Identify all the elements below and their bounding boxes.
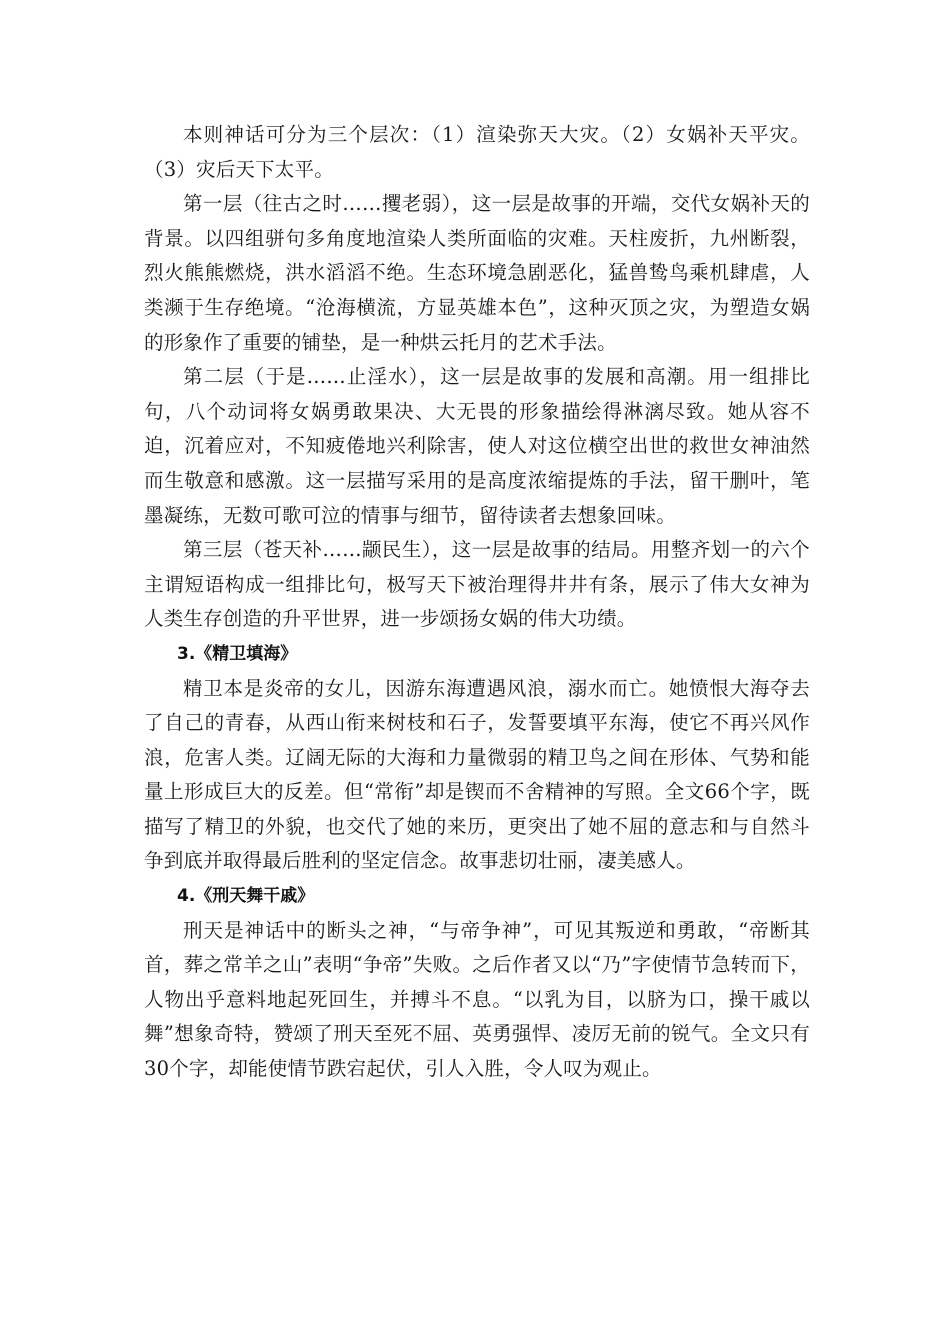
section-4-heading: 4.《刑天舞干戚》 [177, 886, 315, 907]
layer-two-paragraph: 第二层（于是……止淫水），这一层是故事的发展和高潮。用一组排比句，八个动词将女娲勇敢果决、大无畏的形象描绘得淋漓尽致。她从容不迫，沉着应对，不知疲倦地兴利除害，使人对这位横空出世的救世女神油然而生敬意和感激。这一层描写采用的是高度浓缩提炼的手法，留干删叶，笔墨凝练，无数可歌可泣的情事与细节，留待读者去想象回味。 [144, 365, 810, 527]
document-page [144, 118, 810, 1087]
section-4-paragraph: 刑天是神话中的断头之神，“与帝争神”，可见其叛逆和勇敢，“帝断其首，葬之常羊之山”表明“争帝”失败。之后作者又以“乃”字使情节急转而下，人物出乎意料地起死回生，并搏斗不息。“以乳为目，以脐为口，操干戚以舞”想象奇特，赞颂了刑天至死不屈、英勇强悍、凌厉无前的锐气。全文只有30个字，却能使情节跌宕起伏，引人入胜，令人叹为观止。 [144, 918, 810, 1081]
intro-paragraph: 本则神话可分为三个层次：（1）渲染弥天大灾。（2）女娲补天平灾。（3）灾后天下太平。 [144, 123, 810, 181]
section-3-heading: 3.《精卫填海》 [177, 643, 298, 664]
layer-three-paragraph: 第三层（苍天补……颛民生），这一层是故事的结局。用整齐划一的六个主谓短语构成一组排比句，极写天下被治理得井井有条，展示了伟大女神为人类生存创造的升平世界，进一步颂扬女娲的伟大功绩。 [144, 538, 810, 631]
layer-one-paragraph: 第一层（往古之时……攫老弱），这一层是故事的开端，交代女娲补天的背景。以四组骈句多角度地渲染人类所面临的灾难。天柱废折，九州断裂，烈火熊熊燃烧，洪水滔滔不绝。生态环境急剧恶化，猛兽鸷鸟乘机肆虐，人类濒于生存绝境。“沧海横流，方显英雄本色”，这种灭顶之灾，为塑造女娲的形象作了重要的铺垫，是一种烘云托月的艺术手法。 [144, 192, 810, 354]
section-3-paragraph: 精卫本是炎帝的女儿，因游东海遭遇风浪，溺水而亡。她愤恨大海夺去了自己的青春，从西山衔来树枝和石子，发誓要填平东海，使它不再兴风作浪，危害人类。辽阔无际的大海和力量微弱的精卫鸟之间在形体、气势和能量上形成巨大的反差。但“常衔”却是锲而不舍精神的写照。全文66个字，既描写了精卫的外貌，也交代了她的来历，更突出了她不屈的意志和与自然斗争到底并取得最后胜利的坚定信念。故事悲切壮丽，凄美感人。 [144, 676, 810, 873]
